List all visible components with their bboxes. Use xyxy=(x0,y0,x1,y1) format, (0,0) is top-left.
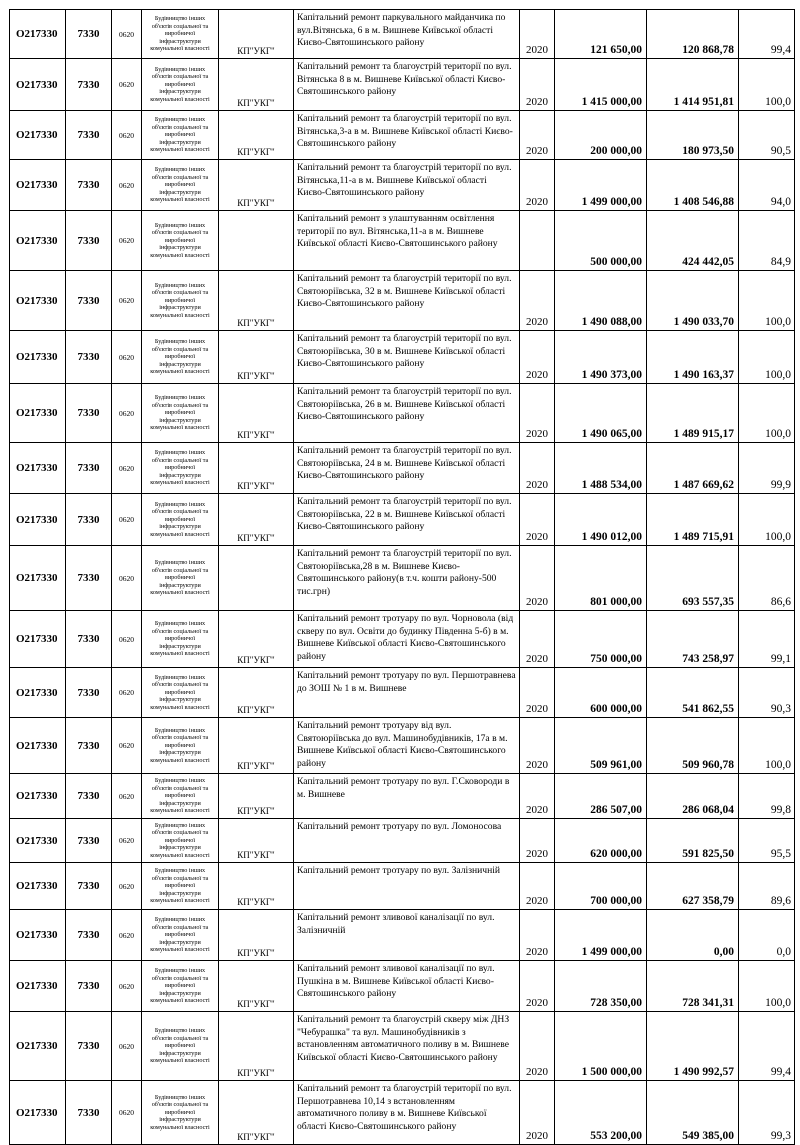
row-program: 7330 xyxy=(66,59,112,111)
row-percent: 0,0 xyxy=(739,910,795,961)
row-name: Капітальний ремонт тротуару по вул. Г.Сковороди в м. Вишневе xyxy=(294,774,520,819)
row-year: 2020 xyxy=(520,774,555,819)
row-name: Капітальний ремонт паркувального майданчика по вул.Вітянська, 6 в м. Вишневе Київської області Києво-Святошинського району xyxy=(294,10,520,59)
row-actual-amount: 424 442,05 xyxy=(647,211,739,271)
row-fkv: 0620 xyxy=(112,271,142,331)
row-executor: КП"УКГ" xyxy=(219,271,294,331)
row-name: Капітальний ремонт та благоустрій території по вул. Святоюріївська, 30 в м. Вишневе Київської області Києво-Святошинського району xyxy=(294,331,520,384)
row-plan-amount: 620 000,00 xyxy=(555,819,647,863)
row-fkv: 0620 xyxy=(112,819,142,863)
row-program: 7330 xyxy=(66,111,112,160)
row-executor: КП"УКГ" xyxy=(219,611,294,668)
table-row xyxy=(10,718,795,774)
row-actual-amount: 1 490 992,57 xyxy=(647,1012,739,1081)
row-program: 7330 xyxy=(66,668,112,718)
row-percent: 90,3 xyxy=(739,668,795,718)
row-fkv: 0620 xyxy=(112,10,142,59)
table-row xyxy=(10,1081,795,1145)
row-executor: КП"УКГ" xyxy=(219,1081,294,1145)
row-percent: 99,4 xyxy=(739,1012,795,1081)
budget-table-page xyxy=(9,9,794,1145)
row-code: О217330 xyxy=(10,443,66,494)
row-year: 2020 xyxy=(520,271,555,331)
table-row xyxy=(10,546,795,611)
row-executor: КП"УКГ" xyxy=(219,863,294,910)
row-name: Капітальний ремонт тротуару по вул. Залізничній xyxy=(294,863,520,910)
row-plan-amount: 200 000,00 xyxy=(555,111,647,160)
table-body xyxy=(10,10,795,1145)
row-executor: КП"УКГ" xyxy=(219,10,294,59)
row-fkv: 0620 xyxy=(112,1012,142,1081)
row-code: О217330 xyxy=(10,10,66,59)
row-year: 2020 xyxy=(520,910,555,961)
row-percent: 89,6 xyxy=(739,863,795,910)
row-code: О217330 xyxy=(10,271,66,331)
row-year: 2020 xyxy=(520,59,555,111)
row-description: Будівництво інших об'єктів соціальної та виробничої інфраструктури комунальної власності xyxy=(142,611,219,668)
table-row xyxy=(10,668,795,718)
row-description: Будівництво інших об'єктів соціальної та виробничої інфраструктури комунальної власності xyxy=(142,384,219,443)
row-percent: 100,0 xyxy=(739,271,795,331)
row-actual-amount: 509 960,78 xyxy=(647,718,739,774)
row-program: 7330 xyxy=(66,819,112,863)
row-name: Капітальний ремонт та благоустрій території по вул. Святоюріївська, 26 в м. Вишневе Київської області Києво-Святошинського району xyxy=(294,384,520,443)
row-plan-amount: 728 350,00 xyxy=(555,961,647,1012)
row-program: 7330 xyxy=(66,384,112,443)
row-program: 7330 xyxy=(66,546,112,611)
row-code: О217330 xyxy=(10,863,66,910)
row-executor: КП"УКГ" xyxy=(219,774,294,819)
row-percent: 100,0 xyxy=(739,59,795,111)
row-fkv: 0620 xyxy=(112,494,142,546)
row-executor: КП"УКГ" xyxy=(219,59,294,111)
row-percent: 99,4 xyxy=(739,10,795,59)
row-program: 7330 xyxy=(66,1012,112,1081)
row-fkv: 0620 xyxy=(112,863,142,910)
row-name: Капітальний ремонт та благоустрій території по вул. Святоюріївська, 24 в м. Вишневе Київської області Києво-Святошинського району xyxy=(294,443,520,494)
row-code: О217330 xyxy=(10,211,66,271)
row-name: Капітальний ремонт з улаштуванням освітлення території по вул. Вітянська,11-а в м. Вишневе Київської області Києво-Святошинського району xyxy=(294,211,520,271)
row-actual-amount: 1 414 951,81 xyxy=(647,59,739,111)
row-name: Капітальний ремонт та благоустрій території по вул. Вітянська,11-а в м. Вишневе Київської області Києво-Святошинського району xyxy=(294,160,520,211)
row-plan-amount: 1 490 373,00 xyxy=(555,331,647,384)
row-description: Будівництво інших об'єктів соціальної та виробничої інфраструктури комунальної власності xyxy=(142,59,219,111)
row-code: О217330 xyxy=(10,1012,66,1081)
row-name: Капітальний ремонт та благоустрій території по вул. Вітянська 8 в м. Вишневе Київської області Києво-Святошинського району xyxy=(294,59,520,111)
row-name: Капітальний ремонт та благоустрій території по вул. Вітянська,3-а в м. Вишневе Київської області Києво-Святошинського району xyxy=(294,111,520,160)
row-year: 2020 xyxy=(520,668,555,718)
row-code: О217330 xyxy=(10,774,66,819)
row-executor: КП"УКГ" xyxy=(219,668,294,718)
row-program: 7330 xyxy=(66,271,112,331)
row-year: 2020 xyxy=(520,718,555,774)
row-executor: КП"УКГ" xyxy=(219,331,294,384)
row-fkv: 0620 xyxy=(112,774,142,819)
row-description: Будівництво інших об'єктів соціальної та виробничої інфраструктури комунальної власності xyxy=(142,331,219,384)
row-plan-amount: 750 000,00 xyxy=(555,611,647,668)
row-actual-amount: 120 868,78 xyxy=(647,10,739,59)
row-percent: 95,5 xyxy=(739,819,795,863)
table-row xyxy=(10,271,795,331)
row-code: О217330 xyxy=(10,546,66,611)
row-program: 7330 xyxy=(66,863,112,910)
row-year: 2020 xyxy=(520,384,555,443)
row-percent: 100,0 xyxy=(739,331,795,384)
row-actual-amount: 1 487 669,62 xyxy=(647,443,739,494)
row-year: 2020 xyxy=(520,819,555,863)
row-fkv: 0620 xyxy=(112,961,142,1012)
row-fkv: 0620 xyxy=(112,910,142,961)
row-code: О217330 xyxy=(10,611,66,668)
row-year: 2020 xyxy=(520,10,555,59)
row-percent: 100,0 xyxy=(739,494,795,546)
row-actual-amount: 693 557,35 xyxy=(647,546,739,611)
row-year: 2020 xyxy=(520,863,555,910)
row-code: О217330 xyxy=(10,718,66,774)
table-row xyxy=(10,211,795,271)
row-description: Будівництво інших об'єктів соціальної та виробничої інфраструктури комунальної власності xyxy=(142,211,219,271)
table-row xyxy=(10,1012,795,1081)
row-fkv: 0620 xyxy=(112,546,142,611)
row-description: Будівництво інших об'єктів соціальної та виробничої інфраструктури комунальної власності xyxy=(142,443,219,494)
row-plan-amount: 1 415 000,00 xyxy=(555,59,647,111)
row-name: Капітальний ремонт та благоустрій території по вул. Святоюріївська, 32 в м. Вишневе Київської області Києво-Святошинського району xyxy=(294,271,520,331)
row-description: Будівництво інших об'єктів соціальної та виробничої інфраструктури комунальної власності xyxy=(142,910,219,961)
row-plan-amount: 700 000,00 xyxy=(555,863,647,910)
row-fkv: 0620 xyxy=(112,1081,142,1145)
row-description: Будівництво інших об'єктів соціальної та виробничої інфраструктури комунальної власності xyxy=(142,961,219,1012)
table-row xyxy=(10,111,795,160)
row-description: Будівництво інших об'єктів соціальної та виробничої інфраструктури комунальної власності xyxy=(142,863,219,910)
row-description: Будівництво інших об'єктів соціальної та виробничої інфраструктури комунальної власності xyxy=(142,668,219,718)
row-description: Будівництво інших об'єктів соціальної та виробничої інфраструктури комунальної власності xyxy=(142,111,219,160)
row-plan-amount: 500 000,00 xyxy=(555,211,647,271)
row-description: Будівництво інших об'єктів соціальної та виробничої інфраструктури комунальної власності xyxy=(142,546,219,611)
row-actual-amount: 591 825,50 xyxy=(647,819,739,863)
row-actual-amount: 180 973,50 xyxy=(647,111,739,160)
row-code: О217330 xyxy=(10,59,66,111)
row-program: 7330 xyxy=(66,1081,112,1145)
row-plan-amount: 600 000,00 xyxy=(555,668,647,718)
row-description: Будівництво інших об'єктів соціальної та виробничої інфраструктури комунальної власності xyxy=(142,494,219,546)
row-code: О217330 xyxy=(10,1081,66,1145)
row-program: 7330 xyxy=(66,160,112,211)
row-plan-amount: 1 490 012,00 xyxy=(555,494,647,546)
row-percent: 100,0 xyxy=(739,961,795,1012)
table-row xyxy=(10,961,795,1012)
row-actual-amount: 1 489 715,91 xyxy=(647,494,739,546)
row-percent: 99,9 xyxy=(739,443,795,494)
row-executor xyxy=(219,546,294,611)
row-fkv: 0620 xyxy=(112,59,142,111)
row-program: 7330 xyxy=(66,10,112,59)
row-year: 2020 xyxy=(520,611,555,668)
row-executor: КП"УКГ" xyxy=(219,494,294,546)
row-percent: 84,9 xyxy=(739,211,795,271)
table-row xyxy=(10,611,795,668)
row-plan-amount: 1 488 534,00 xyxy=(555,443,647,494)
row-actual-amount: 1 490 033,70 xyxy=(647,271,739,331)
table-row xyxy=(10,160,795,211)
row-description: Будівництво інших об'єктів соціальної та виробничої інфраструктури комунальної власності xyxy=(142,819,219,863)
row-program: 7330 xyxy=(66,774,112,819)
row-code: О217330 xyxy=(10,910,66,961)
row-year xyxy=(520,211,555,271)
row-percent: 99,1 xyxy=(739,611,795,668)
row-actual-amount: 1 490 163,37 xyxy=(647,331,739,384)
row-code: О217330 xyxy=(10,160,66,211)
row-fkv: 0620 xyxy=(112,331,142,384)
row-year: 2020 xyxy=(520,111,555,160)
row-description: Будівництво інших об'єктів соціальної та виробничої інфраструктури комунальної власності xyxy=(142,1081,219,1145)
row-program: 7330 xyxy=(66,961,112,1012)
row-percent: 100,0 xyxy=(739,718,795,774)
row-fkv: 0620 xyxy=(112,611,142,668)
table-row xyxy=(10,863,795,910)
row-description: Будівництво інших об'єктів соціальної та виробничої інфраструктури комунальної власності xyxy=(142,774,219,819)
table-row xyxy=(10,774,795,819)
row-code: О217330 xyxy=(10,331,66,384)
row-fkv: 0620 xyxy=(112,384,142,443)
table-row xyxy=(10,443,795,494)
row-plan-amount: 1 490 065,00 xyxy=(555,384,647,443)
row-executor: КП"УКГ" xyxy=(219,160,294,211)
row-percent: 94,0 xyxy=(739,160,795,211)
row-program: 7330 xyxy=(66,331,112,384)
row-year: 2020 xyxy=(520,160,555,211)
row-percent: 86,6 xyxy=(739,546,795,611)
row-percent: 90,5 xyxy=(739,111,795,160)
row-plan-amount: 1 499 000,00 xyxy=(555,910,647,961)
row-name: Капітальний ремонт тротуару по вул. Ломоносова xyxy=(294,819,520,863)
row-executor: КП"УКГ" xyxy=(219,961,294,1012)
table-row xyxy=(10,331,795,384)
row-actual-amount: 541 862,55 xyxy=(647,668,739,718)
row-year: 2020 xyxy=(520,494,555,546)
table-row xyxy=(10,494,795,546)
row-description: Будівництво інших об'єктів соціальної та виробничої інфраструктури комунальної власності xyxy=(142,1012,219,1081)
row-actual-amount: 549 385,00 xyxy=(647,1081,739,1145)
row-name: Капітальний ремонт тротуару від вул. Святоюріївська до вул. Машинобудівників, 17а в м. Вишневе Київської області Києво-Святошинського району xyxy=(294,718,520,774)
row-executor: КП"УКГ" xyxy=(219,1012,294,1081)
row-plan-amount: 509 961,00 xyxy=(555,718,647,774)
row-executor xyxy=(219,211,294,271)
row-year: 2020 xyxy=(520,443,555,494)
row-year: 2020 xyxy=(520,961,555,1012)
row-plan-amount: 801 000,00 xyxy=(555,546,647,611)
row-code: О217330 xyxy=(10,494,66,546)
row-percent: 100,0 xyxy=(739,384,795,443)
row-fkv: 0620 xyxy=(112,668,142,718)
row-plan-amount: 121 650,00 xyxy=(555,10,647,59)
row-actual-amount: 743 258,97 xyxy=(647,611,739,668)
row-name: Капітальний ремонт тротуару по вул. Першотравнева до ЗОШ № 1 в м. Вишневе xyxy=(294,668,520,718)
row-code: О217330 xyxy=(10,961,66,1012)
row-percent: 99,8 xyxy=(739,774,795,819)
row-code: О217330 xyxy=(10,111,66,160)
row-fkv: 0620 xyxy=(112,160,142,211)
row-year: 2020 xyxy=(520,546,555,611)
row-name: Капітальний ремонт тротуару по вул. Чорновола (від скверу по вул. Освіти до будинку Південна 5-б) в м. Вишневе Київської області Києво-Святошинського району xyxy=(294,611,520,668)
row-year: 2020 xyxy=(520,1012,555,1081)
row-executor: КП"УКГ" xyxy=(219,384,294,443)
row-program: 7330 xyxy=(66,211,112,271)
table-row xyxy=(10,384,795,443)
row-description: Будівництво інших об'єктів соціальної та виробничої інфраструктури комунальної власності xyxy=(142,160,219,211)
row-fkv: 0620 xyxy=(112,111,142,160)
row-program: 7330 xyxy=(66,611,112,668)
table-row xyxy=(10,819,795,863)
row-name: Капітальний ремонт зливової каналізації по вул. Пушкіна в м. Вишневе Київської області Києво-Святошинського району xyxy=(294,961,520,1012)
table-row xyxy=(10,910,795,961)
row-executor: КП"УКГ" xyxy=(219,443,294,494)
row-executor: КП"УКГ" xyxy=(219,111,294,160)
row-actual-amount: 286 068,04 xyxy=(647,774,739,819)
row-program: 7330 xyxy=(66,910,112,961)
table-row xyxy=(10,59,795,111)
row-code: О217330 xyxy=(10,668,66,718)
row-description: Будівництво інших об'єктів соціальної та виробничої інфраструктури комунальної власності xyxy=(142,271,219,331)
row-actual-amount: 627 358,79 xyxy=(647,863,739,910)
row-fkv: 0620 xyxy=(112,443,142,494)
row-actual-amount: 1 408 546,88 xyxy=(647,160,739,211)
row-executor: КП"УКГ" xyxy=(219,819,294,863)
row-plan-amount: 1 490 088,00 xyxy=(555,271,647,331)
row-plan-amount: 553 200,00 xyxy=(555,1081,647,1145)
table-row xyxy=(10,10,795,59)
row-code: О217330 xyxy=(10,384,66,443)
row-name: Капітальний ремонт та благоустрій території по вул. Першотравнева 10,14 з встановленням автоматичного поливу в м. Вишневе Київської області Києво-Святошинського району xyxy=(294,1081,520,1145)
row-executor: КП"УКГ" xyxy=(219,910,294,961)
row-actual-amount: 728 341,31 xyxy=(647,961,739,1012)
row-year: 2020 xyxy=(520,331,555,384)
row-description: Будівництво інших об'єктів соціальної та виробничої інфраструктури комунальної власності xyxy=(142,718,219,774)
row-name: Капітальний ремонт та благоустрій території по вул. Святоюріївська,28 в м. Вишневе Києво-Святошинського району(в т.ч. кошти району-500 тис.грн) xyxy=(294,546,520,611)
row-actual-amount: 0,00 xyxy=(647,910,739,961)
row-name: Капітальний ремонт та благоустрій території по вул. Святоюріївська, 22 в м. Вишневе Київської області Києво-Святошинського району xyxy=(294,494,520,546)
row-percent: 99,3 xyxy=(739,1081,795,1145)
row-description: Будівництво інших об'єктів соціальної та виробничої інфраструктури комунальної власності xyxy=(142,10,219,59)
row-actual-amount: 1 489 915,17 xyxy=(647,384,739,443)
budget-program-table xyxy=(9,9,795,1145)
row-plan-amount: 1 499 000,00 xyxy=(555,160,647,211)
row-name: Капітальний ремонт та благоустрій скверу між ДНЗ "Чебурашка" та вул. Машинобудівників з встановленням автоматичного поливу в м. Вишневе Київської області Києво-Святошинського району xyxy=(294,1012,520,1081)
row-executor: КП"УКГ" xyxy=(219,718,294,774)
row-fkv: 0620 xyxy=(112,718,142,774)
row-program: 7330 xyxy=(66,443,112,494)
row-program: 7330 xyxy=(66,494,112,546)
row-year: 2020 xyxy=(520,1081,555,1145)
row-plan-amount: 286 507,00 xyxy=(555,774,647,819)
row-program: 7330 xyxy=(66,718,112,774)
row-name: Капітальний ремонт зливової каналізації по вул. Залізничній xyxy=(294,910,520,961)
row-plan-amount: 1 500 000,00 xyxy=(555,1012,647,1081)
row-fkv: 0620 xyxy=(112,211,142,271)
row-code: О217330 xyxy=(10,819,66,863)
